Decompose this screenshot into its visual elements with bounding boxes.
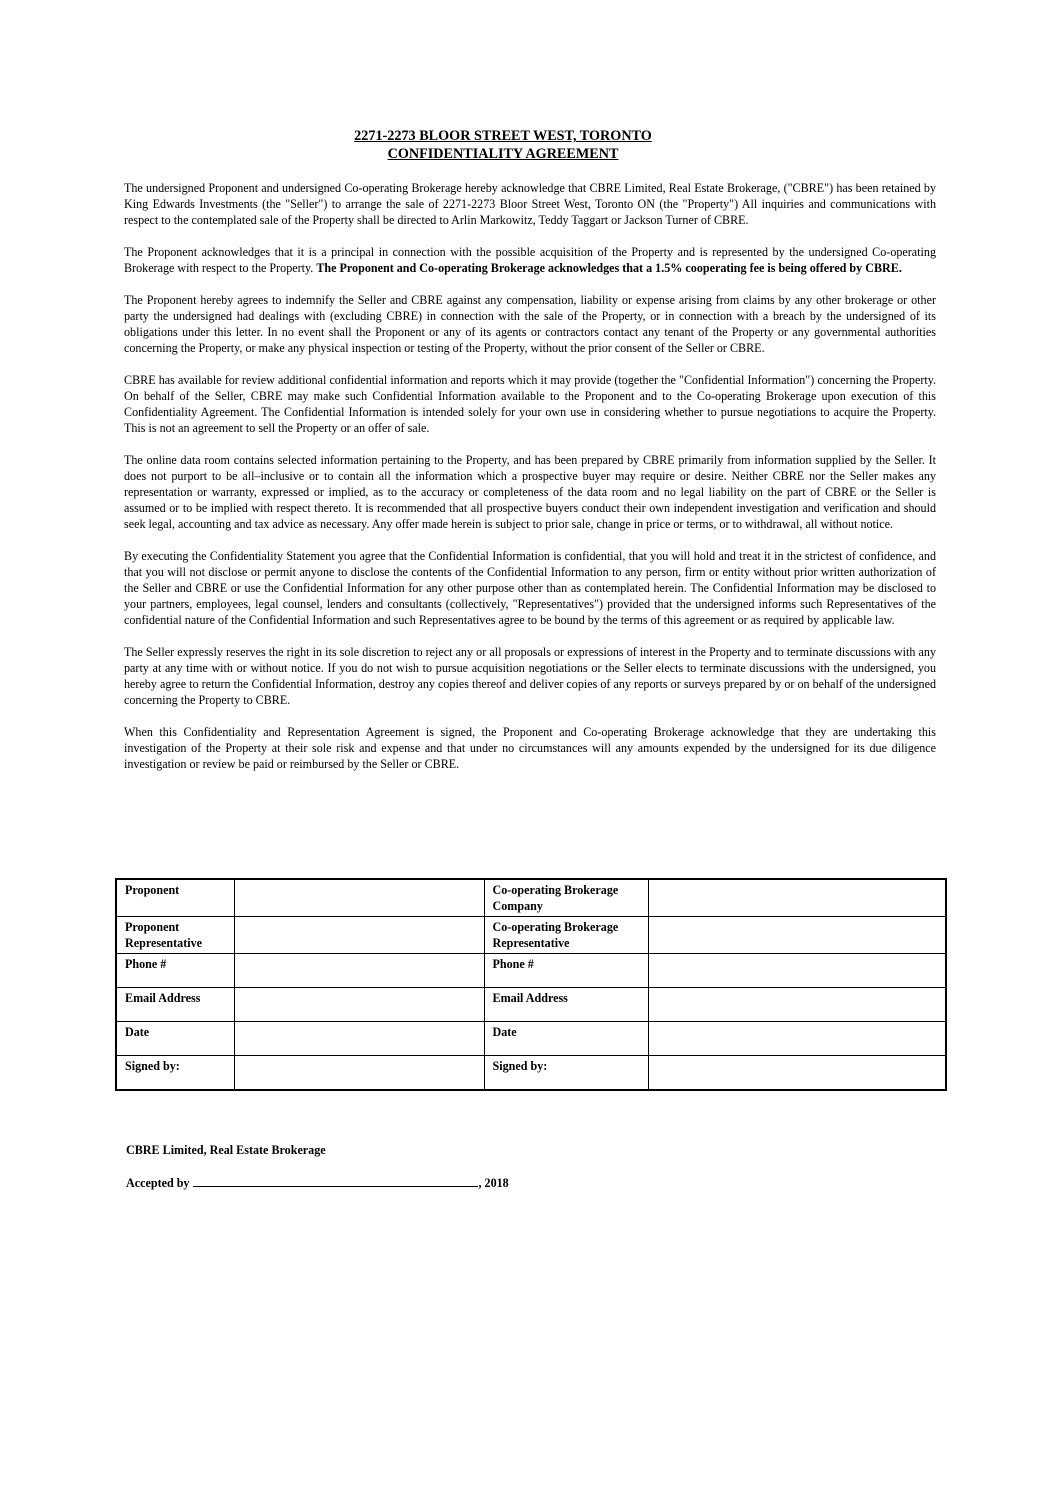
brokerage-signature-field[interactable] [648,1056,946,1091]
proponent-field[interactable] [234,879,484,917]
table-row [116,917,946,954]
agreement-title: CONFIDENTIALITY AGREEMENT [387,146,619,162]
proponent-signature-field[interactable] [234,1056,484,1091]
agreement-body [124,180,936,788]
paragraph-principal-text: The Proponent acknowledges that it is a principal in connection with the possible acquisition of the Property and is represented by the undersigned Co-operating Brokerage with respect to the Property. [124,245,936,275]
proponent-email-label: Email Address [116,988,234,1022]
proponent-representative-field[interactable] [234,917,484,954]
brokerage-company-name: CBRE Limited, Real Estate Brokerage [126,1143,326,1157]
brokerage-email-label: Email Address [484,988,648,1022]
brokerage-representative-label: Co-operating Brokerage Representative [484,917,648,954]
table-row [116,879,946,917]
brokerage-representative-field[interactable] [648,917,946,954]
table-row [116,1056,946,1091]
document-title [0,127,1006,163]
accepted-by-label: Accepted by [126,1176,190,1190]
proponent-phone-field[interactable] [234,954,484,988]
brokerage-company-field[interactable] [648,879,946,917]
accepted-year: , 2018 [478,1176,509,1190]
brokerage-date-label: Date [484,1022,648,1056]
table-row [116,988,946,1022]
accepted-by-line [126,1173,509,1191]
brokerage-email-field[interactable] [648,988,946,1022]
signature-table [115,878,947,1091]
proponent-signed-by-label: Signed by: [116,1056,234,1091]
paragraph-risk-expense: When this Confidentiality and Representation Agreement is signed, the Proponent and Co-operating Brokerage acknowledge that they are undertaking this investigation of the Property at their sole risk and expense and that under no circumstances will any amounts expended by the undersigned for its due diligence investigation or review be paid or reimbursed by the Seller or CBRE. [124,725,936,771]
brokerage-company-label: Co-operating Brokerage Company [484,879,648,917]
table-row [116,954,946,988]
brokerage-date-field[interactable] [648,1022,946,1056]
proponent-date-field[interactable] [234,1022,484,1056]
brokerage-phone-field[interactable] [648,954,946,988]
table-row [116,1022,946,1056]
accepted-by-signature-blank[interactable] [193,1173,478,1187]
proponent-representative-label: Proponent Representative [116,917,234,954]
brokerage-phone-label: Phone # [484,954,648,988]
paragraph-confidential-info: CBRE has available for review additional confidential information and reports which it may provide (together the "Confidential Information") concerning the Property. On behalf of the Seller, CBRE may make such Confidential Information available to the Proponent and to the Co-operating Brokerage upon execution of this Confidentiality Agreement. The Confidential Information is intended solely for your own use in considering whether to pursue negotiations to acquire the Property. This is not an agreement to sell the Property or an offer of sale. [124,373,936,435]
proponent-email-field[interactable] [234,988,484,1022]
paragraph-retention: The undersigned Proponent and undersigned Co-operating Brokerage hereby acknowledge that CBRE Limited, Real Estate Brokerage, ("CBRE") has been retained by King Edwards Investments (the "Seller") to arrange the sale of 2271-2273 Bloor Street West, Toronto ON (the "Property") All inquiries and communications with respect to the contemplated sale of the Property shall be directed to Arlin Markowitz, Teddy Taggart or Jackson Turner of CBRE. [124,181,936,227]
proponent-phone-label: Phone # [116,954,234,988]
paragraph-indemnity: The Proponent hereby agrees to indemnify the Seller and CBRE against any compensation, liability or expense arising from claims by any other brokerage or other party the undersigned had dealings with (excluding CBRE) in connection with the sale of the Property, or in connection with a breach by the undersigned of its obligations under this letter. In no event shall the Proponent or any of its agents or contractors contact any tenant of the Property or any governmental authorities concerning the Property, or make any physical inspection or testing of the Property, without the prior consent of the Seller or CBRE. [124,293,936,355]
property-address-title: 2271-2273 BLOOR STREET WEST, TORONTO [354,128,652,144]
paragraph-confidentiality-terms: By executing the Confidentiality Statement you agree that the Confidential Information is confidential, that you will hold and treat it in the strictest of confidence, and that you will not disclose or permit anyone to disclose the contents of the Confidential Information to any person, firm or entity without prior written authorization of the Seller and CBRE or use the Confidential Information for any other purpose other than as contemplated herein. The Confidential Information may be disclosed to your partners, employees, legal counsel, lenders and consultants (collectively, "Representatives") provided that the undersigned informs such Representatives of the confidential nature of the Confidential Information and such Representatives agree to be bound by the terms of this agreement or as required by applicable law. [124,549,936,627]
cooperating-fee-notice: The Proponent and Co-operating Brokerage acknowledges that a 1.5% cooperating fee is being offered by CBRE. [316,261,902,275]
paragraph-seller-rights: The Seller expressly reserves the right in its sole discretion to reject any or all proposals or expressions of interest in the Property and to terminate discussions with any party at any time with or without notice. If you do not wish to pursue acquisition negotiations or the Seller elects to terminate discussions with the undersigned, you hereby agree to return the Confidential Information, destroy any copies thereof and deliver copies of any reports or surveys prepared by or on behalf of the undersigned concerning the Property to CBRE. [124,645,936,707]
proponent-label: Proponent [116,879,234,917]
paragraph-principal [124,244,936,276]
brokerage-signed-by-label: Signed by: [484,1056,648,1091]
paragraph-data-room: The online data room contains selected information pertaining to the Property, and has been prepared by CBRE primarily from information supplied by the Seller. It does not purport to be all–inclusive or to contain all the information which a prospective buyer may require or desire. Neither CBRE nor the Seller makes any representation or warranty, expressed or implied, as to the accuracy or completeness of the data room and no legal liability on the part of CBRE or the Seller is assumed or to be implied with respect thereto. It is recommended that all prospective buyers conduct their own independent investigation and verification and should seek legal, accounting and tax advice as necessary. Any offer made herein is subject to prior sale, change in price or terms, or to withdrawal, all without notice. [124,453,936,531]
proponent-date-label: Date [116,1022,234,1056]
